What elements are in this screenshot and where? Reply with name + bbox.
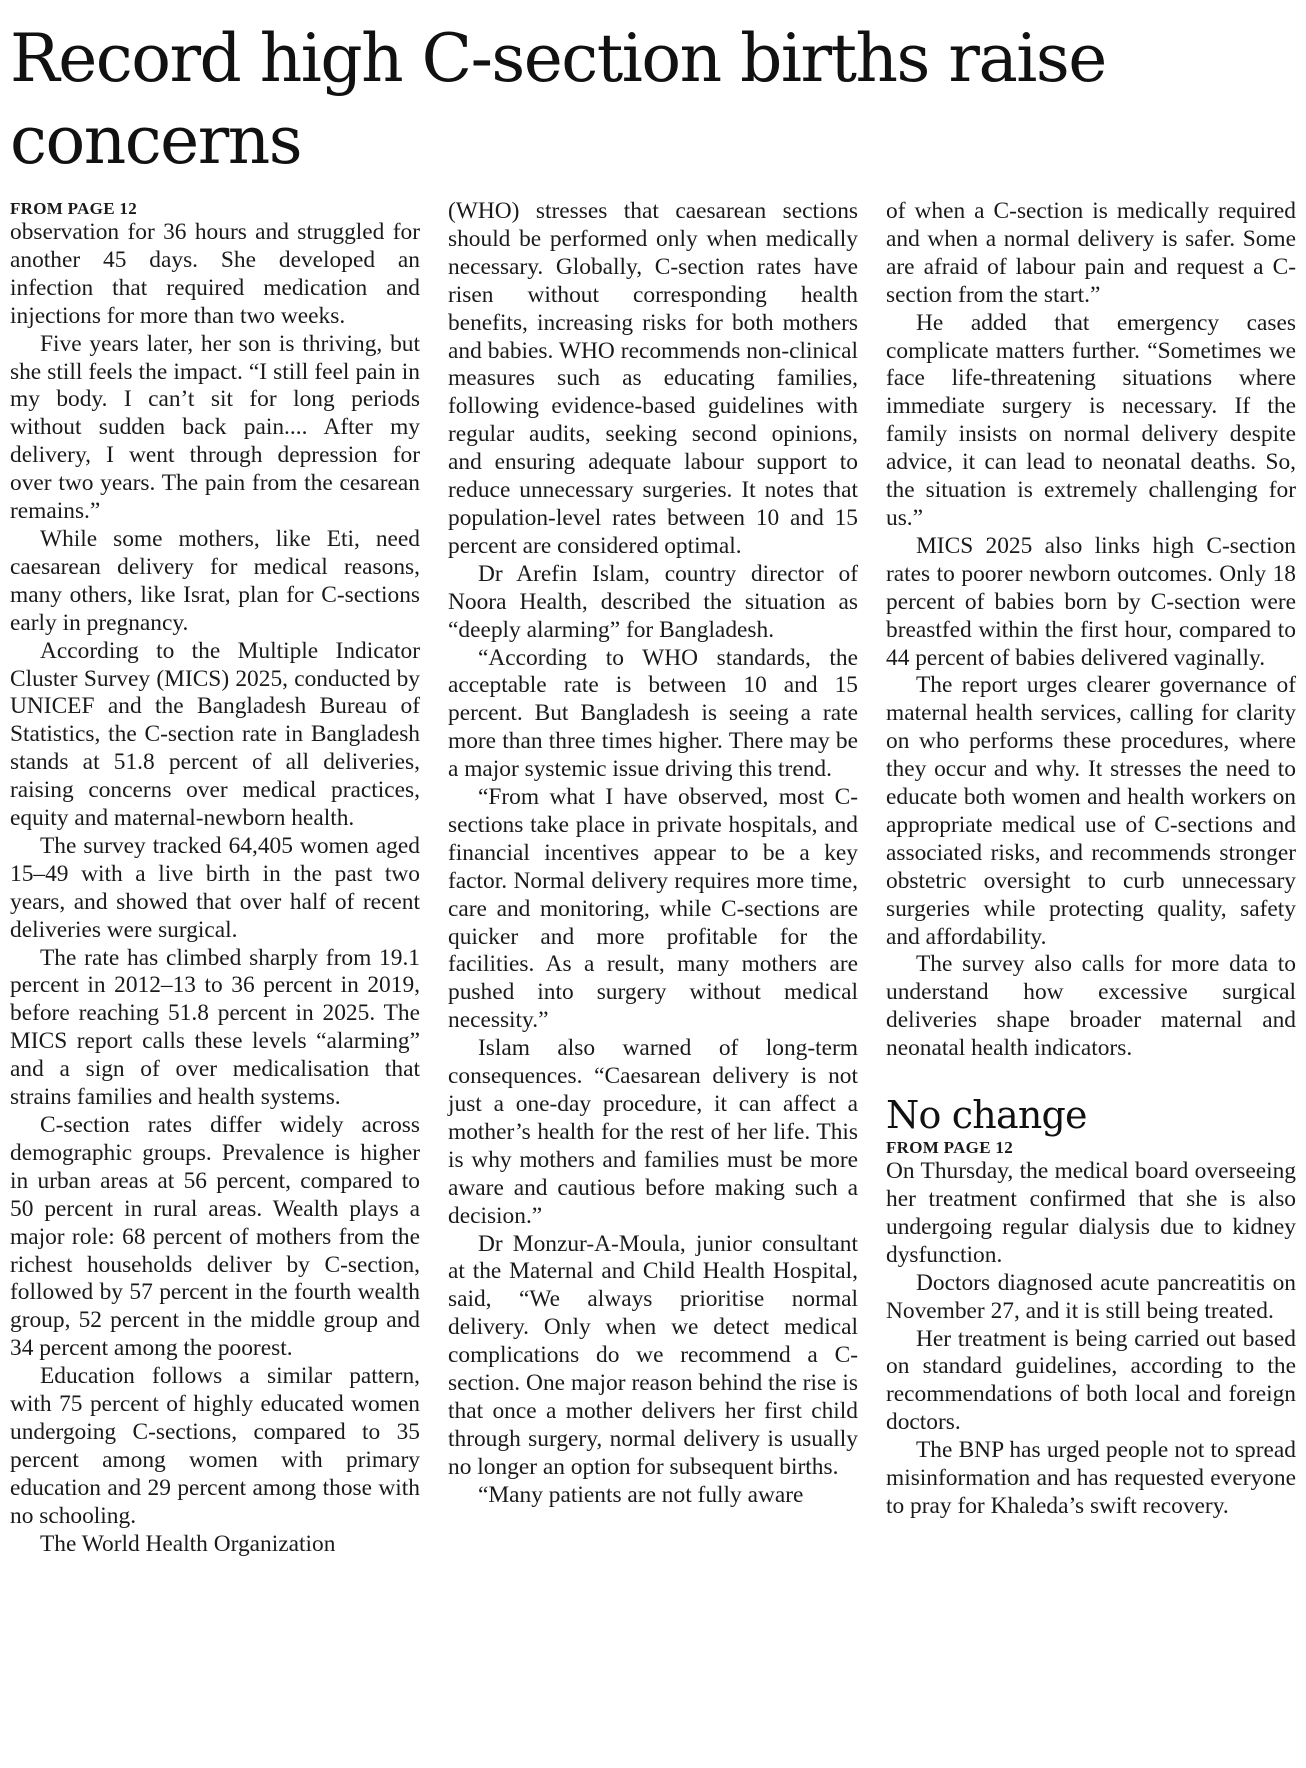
paragraph: On Thursday, the medical board overseeing her treatment confirmed that she is also undergoing regular dialysis due to kidney dysfunction. [886,1158,1296,1268]
paragraph: (WHO) stresses that caesarean sections should be performed only when medically necessary. Globally, C-section rates have risen without corresponding health benefits, increasing risks for both mothers and babies. WHO recommends non-clinical measures such as educating families, following evidence-based guidelines with regular audits, seeking second opinions, and ensuring adequate labour support to reduce unnecessary surgeries. It notes that population-level rates between 10 and 15 percent are considered optimal. [448,198,858,559]
paragraph: Dr Arefin Islam, country director of Noora Health, described the situation as “deeply alarming” for Bangladesh. [448,560,858,643]
paragraph: The BNP has urged people not to spread misinformation and has requested everyone to pray for Khaleda’s swift recovery. [886,1437,1296,1519]
paragraph: Islam also warned of long-term consequences. “Caesarean delivery is not just a one-day procedure, it can affect a mother’s health for the rest of her life. This is why mothers and families must be more aware and cautious before making such a decision.” [448,1035,858,1229]
paragraph: The rate has climbed sharply from 19.1 percent in 2012–13 to 36 percent in 2019, before reaching 51.8 percent in 2025. The MICS report calls these levels “alarming” and a sign of over medicalisation that strains families and health systems. [10,944,420,1111]
paragraph: He added that emergency cases complicate matters further. “Sometimes we face life-threatening situations where immediate surgery is necessary. If the family insists on normal delivery despite advice, it can lead to neonatal deaths. So, the situation is extremely challenging for us.” [886,309,1296,531]
paragraph: Her treatment is being carried out based on standard guidelines, according to the recommendations of both local and foreign doctors. [886,1325,1296,1436]
paragraph: “From what I have observed, most C-sections take place in private hospitals, and financial incentives appear to be a key factor. Normal delivery requires more time, care and monitoring, while C-sections are quicker and more profitable for the facilities. As a result, many mothers are pushed into surgery without medical necessity.” [448,784,858,1034]
paragraph: “According to WHO standards, the acceptable rate is between 10 and 15 percent. But Bangladesh is seeing a rate more than three times higher. There may be a major systemic issue driving this trend. [448,644,858,783]
paragraph: Dr Monzur-A-Moula, junior consultant at the Maternal and Child Health Hospital, said, “We always prioritise normal delivery. Only when we detect medical complications do we recommend a C-section. One major reason behind the rise is that once a mother delivers her first child through surgery, normal delivery is usually no longer an option for subsequent births. [448,1230,858,1480]
paragraph: C-section rates differ widely across demographic groups. Prevalence is higher in urban areas at 56 percent, compared to 50 percent in rural areas. Wealth plays a major role: 68 percent of mothers from the richest households deliver by C-section, followed by 57 percent in the fourth wealth group, 52 percent in the middle group and 34 percent among the poorest. [10,1112,420,1362]
paragraph: “Many patients are not fully aware [478,1481,804,1508]
paragraph: MICS 2025 also links high C-section rates to poorer newborn outcomes. Only 18 percent of babies born by C-section were breastfed within the first hour, compared to 44 percent of babies delivered vaginally. [886,532,1296,671]
column-3 [886,198,1296,1521]
paragraph: observation for 36 hours and struggled for another 45 days. She developed an infection that required medication and injections for more than two weeks. [10,219,420,329]
second-article-headline: No change [886,1093,1087,1138]
paragraph: While some mothers, like Eti, need caesarean delivery for medical reasons, many others, like Israt, plan for C-sections early in pregnancy. [10,525,420,636]
article-headline: Record high C-section births raise concerns [10,20,1106,179]
article-kicker: FROM PAGE 12 [10,199,137,218]
paragraph: Education follows a similar pattern, with 75 percent of highly educated women undergoing C-sections, compared to 35 percent among women with primary education and 29 percent among those with no schooling. [10,1363,420,1529]
paragraph: The report urges clearer governance of maternal health services, calling for clarity on who performs these procedures, where they occur and why. It stresses the need to educate both women and health workers on appropriate medical use of C-sections and associated risks, and recommends stronger obstetric oversight to curb unnecessary surgeries while protecting quality, safety and affordability. [886,672,1296,950]
column-2 [448,198,858,1510]
paragraph: Doctors diagnosed acute pancreatitis on November 27, and it is still being treated. [886,1269,1296,1324]
paragraph: According to the Multiple Indicator Cluster Survey (MICS) 2025, conducted by UNICEF and the Bangladesh Bureau of Statistics, the C-section rate in Bangladesh stands at 51.8 percent of all deliveries, raising concerns over medical practices, equity and maternal-newborn health. [10,637,420,832]
paragraph: The World Health Organization [40,1530,336,1557]
paragraph: of when a C-section is medically required and when a normal delivery is safer. Some are afraid of labour pain and request a C-section from the start.” [886,198,1296,308]
column-1 [10,198,420,1559]
paragraph: The survey also calls for more data to understand how excessive surgical deliveries shape broader maternal and neonatal health indicators. [886,951,1296,1062]
paragraph: Five years later, her son is thriving, but she still feels the impact. “I still feel pain in my body. I can’t sit for long periods without sudden back pain.... After my delivery, I went through depression for over two years. The pain from the cesarean remains.” [10,330,420,525]
paragraph: The survey tracked 64,405 women aged 15–49 with a live birth in the past two years, and showed that over half of recent deliveries were surgical. [10,832,420,943]
second-article-kicker: FROM PAGE 12 [886,1138,1013,1158]
